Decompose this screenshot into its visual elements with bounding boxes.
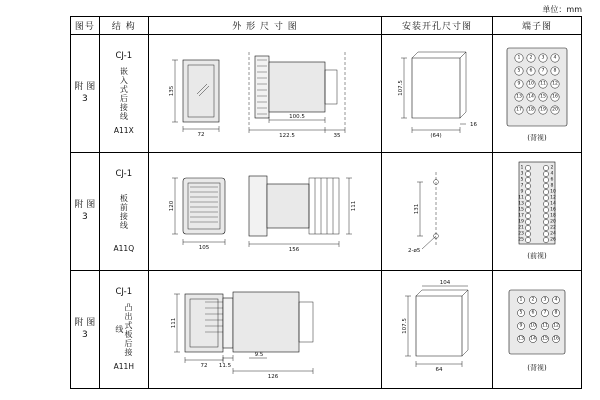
spec-table (70, 16, 582, 389)
svg-text:6: 6 (531, 310, 535, 315)
outline-drawing-2 (149, 154, 381, 270)
svg-text:18: 18 (550, 213, 556, 218)
svg-text:126: 126 (267, 373, 279, 380)
table-header-row (71, 17, 582, 35)
svg-text:26: 26 (550, 237, 556, 242)
terminal-caption-2: (前视) (527, 251, 547, 260)
svg-text:9: 9 (517, 81, 521, 86)
cell-fig-no-1 (71, 35, 100, 153)
svg-text:2: 2 (550, 165, 554, 170)
svg-text:107.5: 107.5 (397, 79, 404, 96)
svg-text:(64): (64) (430, 132, 442, 139)
svg-text:105: 105 (198, 244, 210, 251)
table-row (71, 153, 582, 271)
svg-text:107.5: 107.5 (401, 317, 408, 334)
mounting-drawing-3 (382, 272, 492, 388)
svg-text:3: 3 (543, 297, 547, 302)
mounting-drawing-1 (382, 36, 492, 152)
svg-text:2: 2 (531, 297, 535, 302)
svg-text:8: 8 (554, 310, 558, 315)
svg-text:24: 24 (550, 231, 556, 236)
svg-text:16: 16 (550, 207, 556, 212)
cell-outline-3 (148, 271, 381, 389)
svg-text:11.5: 11.5 (218, 362, 232, 369)
svg-text:131: 131 (413, 203, 420, 214)
svg-text:6: 6 (529, 68, 533, 73)
terminal-drawing-1 (493, 36, 581, 152)
svg-text:104: 104 (439, 279, 451, 286)
structure-desc-1: 嵌入式后接线 (119, 66, 129, 121)
svg-text:120: 120 (168, 200, 175, 211)
svg-text:4: 4 (553, 55, 557, 60)
cell-mounting-1 (381, 35, 492, 153)
structure-desc-3: 凸出式板后接线 (114, 302, 133, 357)
fig-no-3: 附 图 3 (74, 318, 96, 340)
structure-desc-2: 板前接线 (119, 193, 129, 230)
svg-text:2-ø5: 2-ø5 (407, 247, 421, 254)
terminal-caption-1: (背视) (527, 133, 547, 142)
cell-structure-2 (99, 153, 148, 271)
structure-sub-3: A11H (113, 361, 134, 371)
svg-text:20: 20 (550, 219, 556, 224)
svg-text:64: 64 (435, 366, 443, 373)
svg-text:13: 13 (518, 336, 524, 341)
svg-text:16: 16 (553, 336, 559, 341)
cell-fig-no-2 (71, 153, 100, 271)
svg-text:72: 72 (197, 131, 205, 138)
svg-text:7: 7 (543, 310, 547, 315)
svg-text:4: 4 (550, 171, 554, 176)
cell-outline-1 (148, 35, 381, 153)
svg-text:19: 19 (540, 107, 546, 112)
structure-code-1: CJ-1 (115, 50, 133, 61)
svg-text:16: 16 (469, 121, 477, 128)
svg-text:10: 10 (530, 323, 536, 328)
table-row (71, 35, 582, 153)
svg-text:14: 14 (528, 94, 534, 99)
svg-text:1: 1 (520, 165, 524, 170)
svg-text:17: 17 (516, 107, 522, 112)
terminal-drawing-3 (493, 272, 581, 388)
outline-drawing-1 (149, 36, 381, 152)
svg-text:16: 16 (552, 94, 558, 99)
structure-code-3: CJ-1 (115, 286, 133, 297)
table-row (71, 271, 582, 389)
svg-text:11: 11 (540, 81, 546, 86)
svg-text:35: 35 (333, 132, 341, 139)
svg-text:156: 156 (288, 246, 300, 253)
fig-no-2: 附 图 3 (74, 200, 96, 222)
svg-text:14: 14 (530, 336, 536, 341)
svg-text:20: 20 (552, 107, 558, 112)
svg-text:72: 72 (200, 362, 208, 369)
svg-text:21: 21 (518, 225, 524, 230)
svg-text:8: 8 (553, 68, 557, 73)
svg-text:22: 22 (550, 225, 556, 230)
svg-text:3: 3 (541, 55, 545, 60)
svg-text:7: 7 (520, 183, 524, 188)
cell-mounting-3 (381, 271, 492, 389)
structure-sub-1: A11X (113, 125, 134, 135)
svg-text:19: 19 (518, 219, 524, 224)
terminal-caption-3: (背视) (527, 363, 547, 372)
header-terminal: 端子图 (492, 17, 581, 35)
svg-text:12: 12 (552, 81, 558, 86)
cell-outline-2 (148, 153, 381, 271)
svg-text:10: 10 (528, 81, 534, 86)
svg-text:23: 23 (518, 231, 524, 236)
svg-text:15: 15 (518, 207, 524, 212)
svg-text:9: 9 (519, 323, 523, 328)
svg-text:6: 6 (550, 177, 554, 182)
svg-text:5: 5 (520, 177, 524, 182)
cell-structure-1 (99, 35, 148, 153)
svg-text:10: 10 (550, 189, 556, 194)
svg-text:100.5: 100.5 (289, 113, 305, 120)
svg-text:111: 111 (170, 317, 177, 328)
svg-text:15: 15 (542, 336, 548, 341)
svg-text:7: 7 (541, 68, 545, 73)
cell-terminal-2 (492, 153, 581, 271)
header-mounting: 安装开孔尺寸图 (381, 17, 492, 35)
svg-text:25: 25 (518, 237, 524, 242)
mounting-drawing-2 (382, 154, 492, 270)
cell-terminal-3 (492, 271, 581, 389)
structure-code-2: CJ-1 (115, 168, 133, 179)
fig-no-1: 附 图 3 (74, 82, 96, 104)
header-fig-no: 图号 (71, 17, 100, 35)
svg-text:122.5: 122.5 (279, 132, 295, 139)
svg-text:18: 18 (528, 107, 534, 112)
svg-text:8: 8 (550, 183, 554, 188)
unit-note: 单位：mm (542, 5, 582, 14)
svg-text:17: 17 (518, 213, 524, 218)
svg-text:1: 1 (517, 55, 521, 60)
svg-text:9: 9 (520, 189, 524, 194)
svg-text:5: 5 (517, 68, 521, 73)
cell-mounting-2 (381, 153, 492, 271)
svg-text:135: 135 (168, 85, 175, 96)
svg-text:14: 14 (550, 201, 556, 206)
svg-text:13: 13 (518, 201, 524, 206)
svg-text:11: 11 (542, 323, 548, 328)
cell-fig-no-3 (71, 271, 100, 389)
structure-sub-2: A11Q (113, 243, 135, 253)
svg-text:12: 12 (553, 323, 559, 328)
svg-text:11: 11 (518, 195, 524, 200)
svg-text:2: 2 (529, 55, 533, 60)
svg-text:4: 4 (554, 297, 558, 302)
svg-text:3: 3 (520, 171, 524, 176)
svg-text:15: 15 (540, 94, 546, 99)
cell-terminal-1 (492, 35, 581, 153)
svg-text:1: 1 (519, 297, 523, 302)
svg-text:12: 12 (550, 195, 556, 200)
cell-structure-3 (99, 271, 148, 389)
header-structure: 结 构 (99, 17, 148, 35)
svg-text:9.5: 9.5 (254, 351, 264, 358)
terminal-drawing-2 (493, 154, 581, 270)
outline-drawing-3 (149, 272, 381, 388)
svg-text:13: 13 (516, 94, 522, 99)
svg-text:111: 111 (350, 200, 357, 211)
header-outline: 外 形 尺 寸 图 (148, 17, 381, 35)
svg-text:5: 5 (519, 310, 523, 315)
